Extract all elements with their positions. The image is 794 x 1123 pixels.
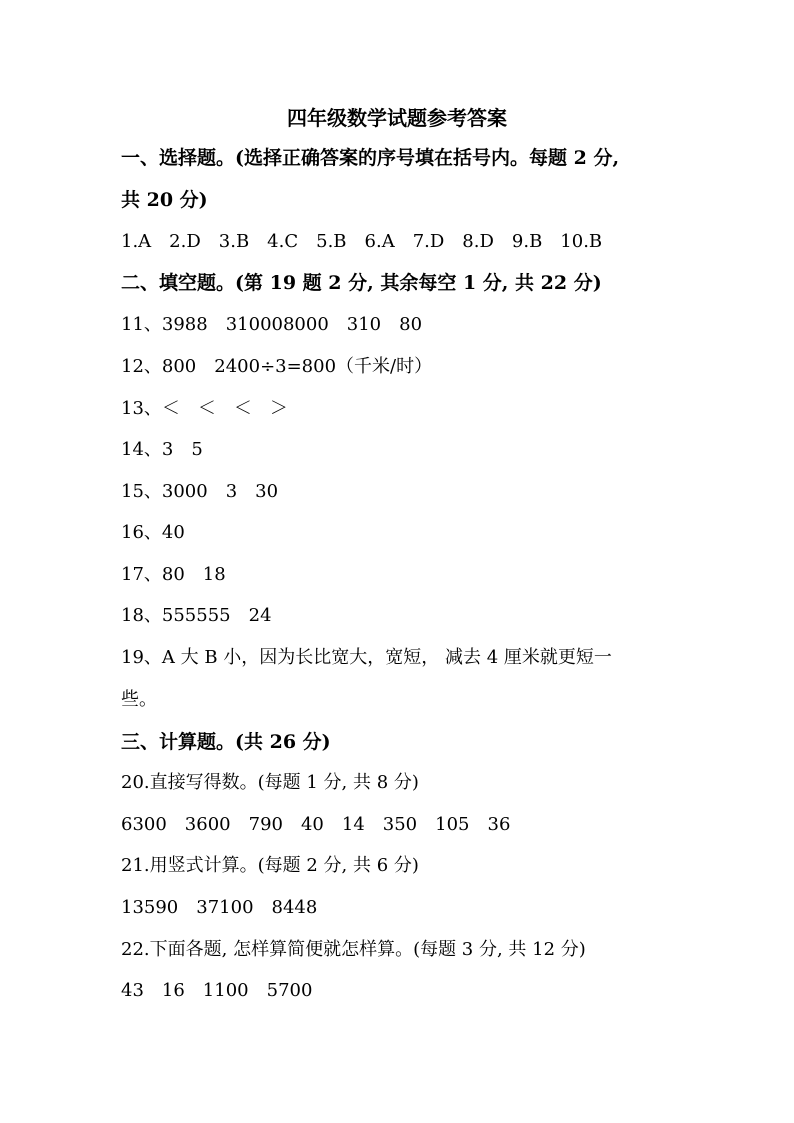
section1-heading-line2: 共 20 分) — [121, 189, 208, 211]
section3-heading: 三、计算题。(共 26 分) — [121, 731, 331, 753]
question-22-answers: 43 16 1100 5700 — [121, 980, 313, 1001]
section2-heading: 二、填空题。(第 19 题 2 分, 其余每空 1 分, 共 22 分) — [121, 272, 602, 294]
answer-item-15: 15、3000 3 30 — [121, 481, 279, 502]
section1-answers: 1.A 2.D 3.B 4.C 5.B 6.A 7.D 8.D 9.B 10.B — [121, 231, 603, 252]
answer-item-16: 16、40 — [121, 522, 185, 543]
question-21-answers: 13590 37100 8448 — [121, 897, 318, 918]
answer-item-18: 18、555555 24 — [121, 605, 272, 626]
section1-heading-line1: 一、选择题。(选择正确答案的序号填在括号内。每题 2 分, — [121, 147, 620, 169]
answer-item-11: 11、3988 310008000 310 80 — [121, 314, 423, 335]
question-20-label: 20.直接写得数。(每题 1 分, 共 8 分) — [121, 772, 419, 793]
page-title: 四年级数学试题参考答案 — [287, 106, 507, 130]
answer-item-19-continued: 些。 — [121, 689, 157, 710]
question-22-label: 22.下面各题, 怎样算简便就怎样算。(每题 3 分, 共 12 分) — [121, 939, 586, 960]
answer-item-13: 13、＜ ＜ ＜ ＞ — [121, 398, 288, 419]
answer-item-19: 19、A 大 B 小，因为长比宽大，宽短， 减去 4 厘米就更短一 — [121, 647, 612, 668]
question-21-label: 21.用竖式计算。(每题 2 分, 共 6 分) — [121, 855, 419, 876]
question-20-answers: 6300 3600 790 40 14 350 105 36 — [121, 814, 511, 835]
answer-item-12: 12、800 2400÷3=800（千米/时） — [121, 356, 433, 377]
answer-item-14: 14、3 5 — [121, 439, 203, 460]
answer-item-17: 17、80 18 — [121, 564, 226, 585]
